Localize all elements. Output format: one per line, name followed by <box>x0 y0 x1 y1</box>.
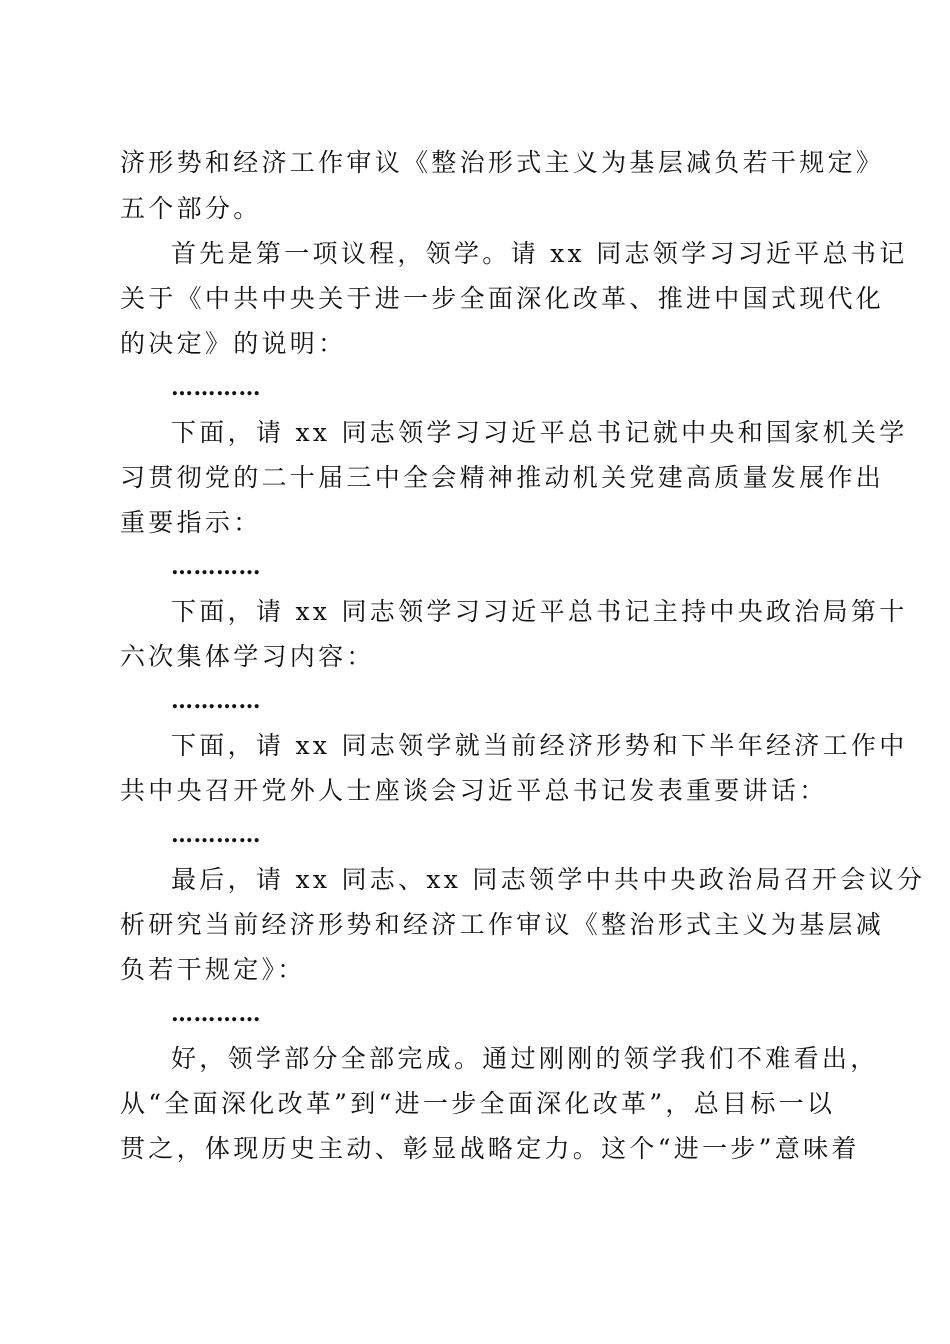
text-line: 五个部分。 <box>120 194 262 223</box>
text-line: 从“全面深化改革”到“进一步全面深化改革”，总目标一以 <box>120 1089 836 1118</box>
paragraph-start-line: 首先是第一项议程，领学。请 xx 同志领学习习近平总书记 <box>171 239 908 268</box>
ellipsis-placeholder: ………… <box>171 822 261 848</box>
ellipsis-placeholder: ………… <box>171 1001 261 1027</box>
ellipsis-placeholder: ………… <box>171 554 261 580</box>
text-line: 的决定》的说明： <box>120 329 347 358</box>
paragraph-start-line: 好，领学部分全部完成。通过刚刚的领学我们不难看出， <box>171 1044 879 1073</box>
text-line: 习贯彻党的二十届三中全会精神推动机关党建高质量发展作出 <box>120 463 885 492</box>
paragraph-start-line: 下面，请 xx 同志领学习习近平总书记主持中央政治局第十 <box>171 597 908 626</box>
text-line: 共中央召开党外人士座谈会习近平总书记发表重要讲话： <box>120 776 828 805</box>
text-line: 负若干规定》： <box>120 955 306 984</box>
text-line: 济形势和经济工作审议《整治形式主义为基层减负若干规定》 <box>120 148 885 177</box>
paragraph-start-line: 最后，请 xx 同志、xx 同志领学中共中央政治局召开会议分 <box>171 865 926 894</box>
ellipsis-placeholder: ………… <box>171 688 261 714</box>
text-line: 贯之，体现历史主动、彰显战略定力。这个“进一步”意味着 <box>120 1134 860 1163</box>
ellipsis-placeholder: ………… <box>171 375 261 401</box>
text-line: 六次集体学习内容： <box>120 642 375 671</box>
text-line: 重要指示： <box>120 508 262 537</box>
paragraph-start-line: 下面，请 xx 同志领学就当前经济形势和下半年经济工作中 <box>171 731 908 760</box>
paragraph-start-line: 下面，请 xx 同志领学习习近平总书记就中央和国家机关学 <box>171 418 908 447</box>
text-line: 关于《中共中央关于进一步全面深化改革、推进中国式现代化 <box>120 284 885 313</box>
text-line: 析研究当前经济形势和经济工作审议《整治形式主义为基层减 <box>120 910 885 939</box>
